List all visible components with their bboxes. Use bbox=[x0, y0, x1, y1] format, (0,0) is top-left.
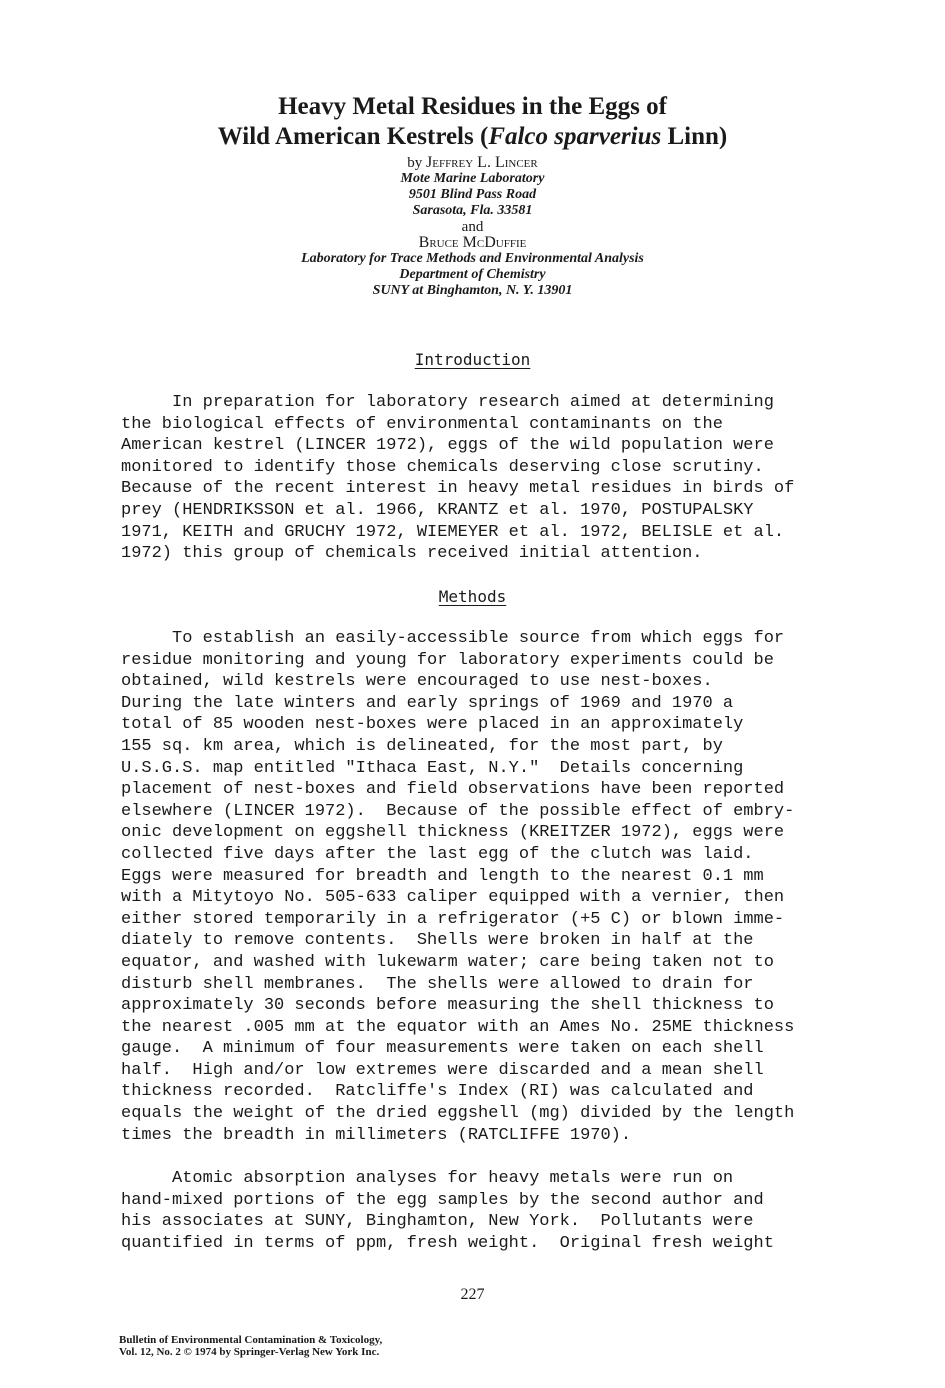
text-line: Because of the recent interest in heavy metal residues in birds of bbox=[121, 479, 795, 499]
and-separator: and bbox=[461, 219, 484, 235]
text-line: American kestrel (LINCER 1972), eggs of the wild population were bbox=[121, 436, 774, 456]
text-line: times the breadth in millimeters (RATCLIFFE 1970). bbox=[121, 1125, 632, 1145]
text-line: diately to remove contents. Shells were broken in half at the bbox=[121, 931, 754, 951]
author-block bbox=[0, 155, 945, 299]
text-line: 1971, KEITH and GRUCHY 1972, WIEMEYER et al. 1972, BELISLE et al. bbox=[121, 522, 785, 542]
by-label: by bbox=[407, 155, 426, 171]
methods-paragraph-1 bbox=[121, 628, 841, 1146]
text-line: residue monitoring and young for laboratory experiments could be bbox=[121, 650, 774, 670]
affiliation-2-line-3: SUNY at Binghamton, N. Y. 13901 bbox=[372, 283, 573, 298]
text-line: thickness recorded. Ratcliffe's Index (RI) was calculated and bbox=[121, 1082, 754, 1102]
author-2-name: Bruce McDuffie bbox=[418, 234, 527, 251]
text-line: his associates at SUNY, Binghamton, New York. Pollutants were bbox=[121, 1212, 754, 1232]
text-line: To establish an easily-accessible source from which eggs for bbox=[121, 629, 785, 648]
text-line: collected five days after the last egg of the clutch was laid. bbox=[121, 844, 754, 864]
text-line: hand-mixed portions of the egg samples by the second author and bbox=[121, 1190, 764, 1210]
methods-paragraph-2 bbox=[121, 1168, 841, 1254]
affiliation-1-line-1: Mote Marine Laboratory bbox=[400, 171, 545, 186]
species-name: Falco sparverius bbox=[488, 123, 662, 150]
text-line: with a Mitytoyo No. 505-633 caliper equipped with a vernier, then bbox=[121, 888, 785, 908]
text-line: U.S.G.S. map entitled "Ithaca East, N.Y." Details concerning bbox=[121, 758, 744, 778]
introduction-heading-text: Introduction bbox=[414, 350, 531, 369]
text-line: equals the weight of the dried eggshell (mg) divided by the length bbox=[121, 1104, 795, 1124]
methods-heading bbox=[0, 587, 945, 607]
text-line: During the late winters and early springs of 1969 and 1970 a bbox=[121, 693, 734, 713]
text-line: either stored temporarily in a refrigerator (+5 C) or blown imme- bbox=[121, 909, 785, 929]
text-line: total of 85 wooden nest-boxes were placed in an approximately bbox=[121, 715, 744, 735]
text-line: Atomic absorption analyses for heavy metals were run on bbox=[121, 1169, 734, 1188]
text-line: 155 sq. km area, which is delineated, for the most part, by bbox=[121, 736, 723, 756]
text-line: monitored to identify those chemicals deserving close scrutiny. bbox=[121, 457, 764, 477]
title-line-2-pre: Wild American Kestrels ( bbox=[217, 123, 489, 150]
affiliation-2-line-2: Department of Chemistry bbox=[399, 267, 546, 282]
text-line: gauge. A minimum of four measurements were taken on each shell bbox=[121, 1039, 764, 1059]
text-line: half. High and/or low extremes were discarded and a mean shell bbox=[121, 1060, 764, 1080]
text-line: placement of nest-boxes and field observations have been reported bbox=[121, 780, 785, 800]
introduction-paragraph bbox=[121, 392, 841, 565]
title-line-1: Heavy Metal Residues in the Eggs of bbox=[278, 93, 667, 120]
affiliation-2-line-1: Laboratory for Trace Methods and Environmental Analysis bbox=[301, 251, 644, 266]
text-line: disturb shell membranes. The shells were allowed to drain for bbox=[121, 974, 754, 994]
text-line: Eggs were measured for breadth and length to the nearest 0.1 mm bbox=[121, 866, 764, 886]
text-line: obtained, wild kestrels were encouraged to use nest-boxes. bbox=[121, 672, 713, 692]
text-line: equator, and washed with lukewarm water; care being taken not to bbox=[121, 952, 774, 972]
introduction-heading bbox=[0, 350, 945, 370]
page-number: 227 bbox=[460, 1286, 485, 1303]
text-line: the nearest .005 mm at the equator with an Ames No. 25ME thickness bbox=[121, 1017, 795, 1037]
title-line-2 bbox=[0, 122, 945, 152]
text-line: the biological effects of environmental contaminants on the bbox=[121, 414, 723, 434]
author-1-name: Jeffrey L. Lincer bbox=[426, 154, 538, 171]
affiliation-1-line-2: 9501 Blind Pass Road bbox=[408, 187, 537, 202]
journal-footer bbox=[119, 1334, 382, 1358]
text-line: 1972) this group of chemicals received initial attention. bbox=[121, 544, 703, 564]
paper-title bbox=[0, 92, 945, 152]
footer-line-2: Vol. 12, No. 2 © 1974 by Springer-Verlag New York Inc. bbox=[119, 1346, 380, 1358]
text-line: In preparation for laboratory research aimed at determining bbox=[121, 393, 774, 412]
text-line: prey (HENDRIKSSON et al. 1966, KRANTZ et al. 1970, POSTUPALSKY bbox=[121, 500, 754, 520]
affiliation-1-line-3: Sarasota, Fla. 33581 bbox=[412, 203, 533, 218]
text-line: approximately 30 seconds before measuring the shell thickness to bbox=[121, 996, 774, 1016]
text-line: elsewhere (LINCER 1972). Because of the possible effect of embry- bbox=[121, 801, 795, 821]
text-line: quantified in terms of ppm, fresh weight. Original fresh weight bbox=[121, 1233, 774, 1253]
author-1-line bbox=[0, 155, 945, 171]
footer-line-1: Bulletin of Environmental Contamination & Toxicology, bbox=[119, 1334, 383, 1346]
methods-heading-text: Methods bbox=[438, 587, 507, 606]
title-line-2-post: Linn) bbox=[661, 123, 728, 150]
text-line: onic development on eggshell thickness (KREITZER 1972), eggs were bbox=[121, 823, 785, 843]
